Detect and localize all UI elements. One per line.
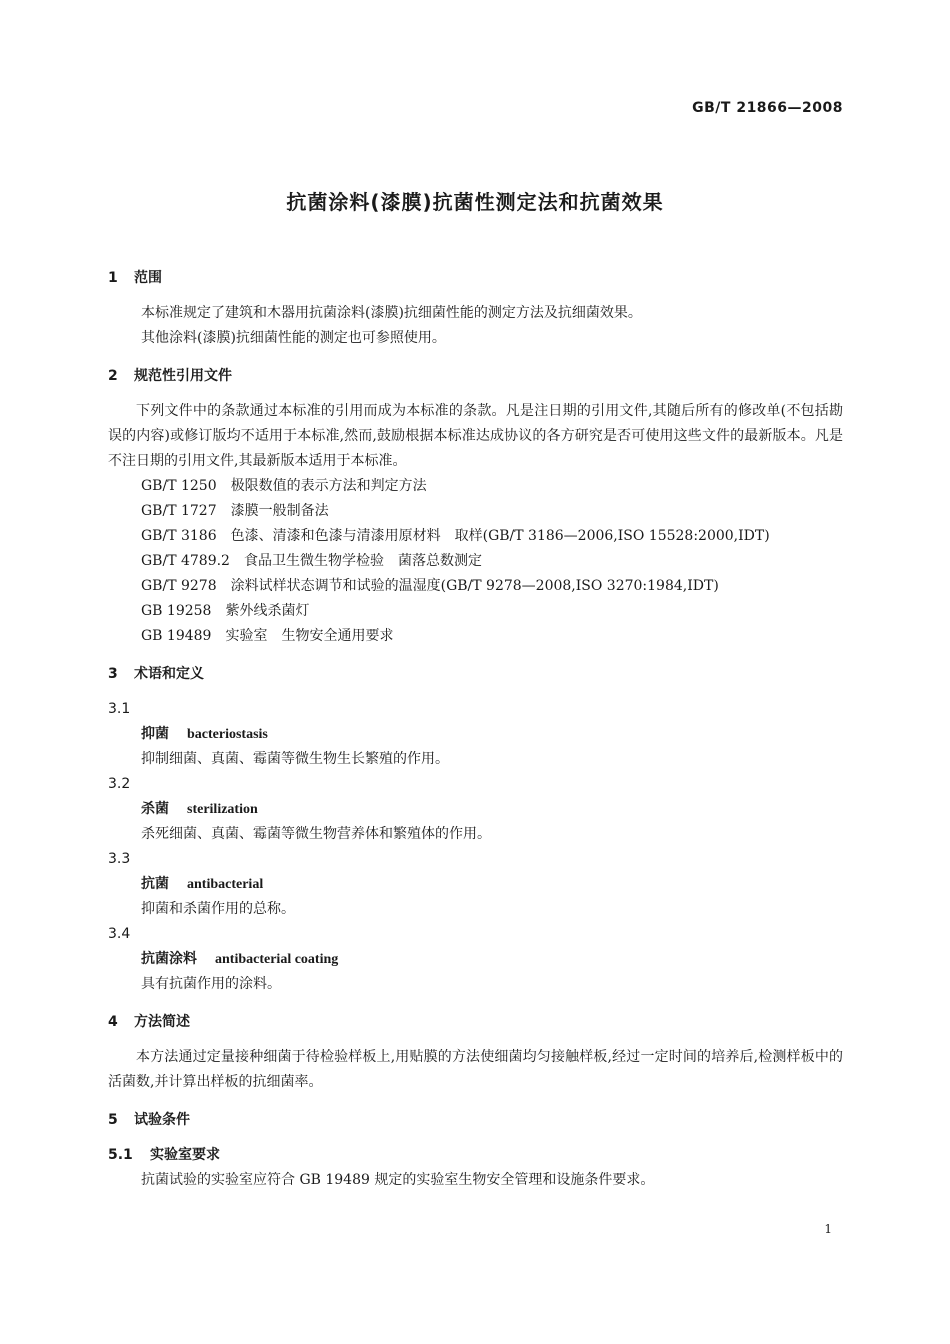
term-name-zh: 抑菌 — [141, 726, 169, 742]
standard-code: GB/T 21866—2008 — [692, 100, 843, 116]
term-name-zh: 抗菌涂料 — [141, 951, 197, 967]
reference-code: GB/T 1250 — [141, 478, 217, 494]
section-number: 3 — [108, 666, 118, 682]
section-heading-scope — [108, 266, 843, 291]
reference-item — [108, 524, 843, 549]
term-number: 3.2 — [108, 776, 131, 792]
section-title: 术语和定义 — [134, 666, 204, 682]
term-definition: 抑制细菌、真菌、霉菌等微生物生长繁殖的作用。 — [141, 751, 449, 767]
term-name-zh: 抗菌 — [141, 876, 169, 892]
section-title: 方法简述 — [134, 1014, 190, 1030]
reference-item — [108, 549, 843, 574]
term-name-en: sterilization — [187, 802, 258, 817]
term-name-zh: 杀菌 — [141, 801, 169, 817]
term-number: 3.1 — [108, 701, 131, 717]
subsection-number: 5.1 — [108, 1147, 133, 1163]
term-name — [108, 797, 843, 822]
reference-title: 涂料试样状态调节和试验的温湿度(GB/T 9278—2008,ISO 3270:1984,IDT) — [230, 578, 719, 594]
page-number: 1 — [824, 1222, 832, 1236]
section-title: 试验条件 — [134, 1112, 190, 1128]
document-body — [108, 266, 843, 1193]
reference-code: GB/T 3186 — [141, 528, 217, 544]
term-name-en: antibacterial coating — [215, 952, 339, 967]
section-heading-normative-references — [108, 364, 843, 389]
reference-title: 食品卫生微生物学检验 菌落总数测定 — [243, 553, 482, 569]
reference-item — [108, 474, 843, 499]
reference-title: 紫外线杀菌灯 — [225, 603, 310, 619]
section-heading-test-conditions — [108, 1108, 843, 1133]
term-definition: 具有抗菌作用的涂料。 — [141, 976, 281, 992]
reference-item — [108, 574, 843, 599]
paragraph: 下列文件中的条款通过本标准的引用而成为本标准的条款。凡是注日期的引用文件,其随后所有的修改单(不包括勘误的内容)或修订版均不适用于本标准,然而,鼓励根据本标准达成协议的各方研究是否可使用这些文件的最新版本。凡是不注日期的引用文件,其最新版本适用于本标准。 — [108, 403, 843, 469]
paragraph: 本标准规定了建筑和木器用抗菌涂料(漆膜)抗细菌性能的测定方法及抗细菌效果。 — [141, 305, 642, 321]
reference-code: GB/T 4789.2 — [141, 553, 230, 569]
section-number: 5 — [108, 1112, 118, 1128]
term-name — [108, 947, 843, 972]
paragraph: 抗菌试验的实验室应符合 GB 19489 规定的实验室生物安全管理和设施条件要求。 — [141, 1172, 655, 1188]
reference-list — [108, 474, 843, 649]
term-name — [108, 872, 843, 897]
section-heading-terms-definitions — [108, 662, 843, 687]
section-number: 1 — [108, 270, 118, 286]
reference-title: 实验室 生物安全通用要求 — [225, 628, 394, 644]
term-number: 3.4 — [108, 926, 131, 942]
reference-item — [108, 599, 843, 624]
term-name-en: antibacterial — [187, 877, 264, 892]
reference-item — [108, 499, 843, 524]
term-definition: 杀死细菌、真菌、霉菌等微生物营养体和繁殖体的作用。 — [141, 826, 491, 842]
reference-item — [108, 624, 843, 649]
paragraph: 本方法通过定量接种细菌于待检验样板上,用贴膜的方法使细菌均匀接触样板,经过一定时间的培养后,检测样板中的活菌数,并计算出样板的抗细菌率。 — [108, 1049, 843, 1090]
term-name-en: bacteriostasis — [187, 727, 268, 742]
reference-code: GB 19258 — [141, 603, 212, 619]
reference-title: 漆膜一般制备法 — [230, 503, 329, 519]
reference-code: GB 19489 — [141, 628, 212, 644]
reference-title: 色漆、清漆和色漆与清漆用原材料 取样(GB/T 3186—2006,ISO 15528:2000,IDT) — [230, 528, 770, 544]
subsection-title: 实验室要求 — [150, 1147, 220, 1163]
reference-code: GB/T 9278 — [141, 578, 217, 594]
section-title: 范围 — [134, 270, 162, 286]
term-definition: 抑菌和杀菌作用的总称。 — [141, 901, 295, 917]
term-name — [108, 722, 843, 747]
reference-title: 极限数值的表示方法和判定方法 — [230, 478, 427, 494]
paragraph: 其他涂料(漆膜)抗细菌性能的测定也可参照使用。 — [141, 330, 446, 346]
term-number: 3.3 — [108, 851, 131, 867]
section-number: 4 — [108, 1014, 118, 1030]
section-title: 规范性引用文件 — [134, 368, 232, 384]
section-number: 2 — [108, 368, 118, 384]
subsection-heading-laboratory-requirements — [108, 1143, 843, 1168]
document-title: 抗菌涂料(漆膜)抗菌性测定法和抗菌效果 — [286, 190, 664, 214]
reference-code: GB/T 1727 — [141, 503, 217, 519]
section-heading-method-summary — [108, 1010, 843, 1035]
